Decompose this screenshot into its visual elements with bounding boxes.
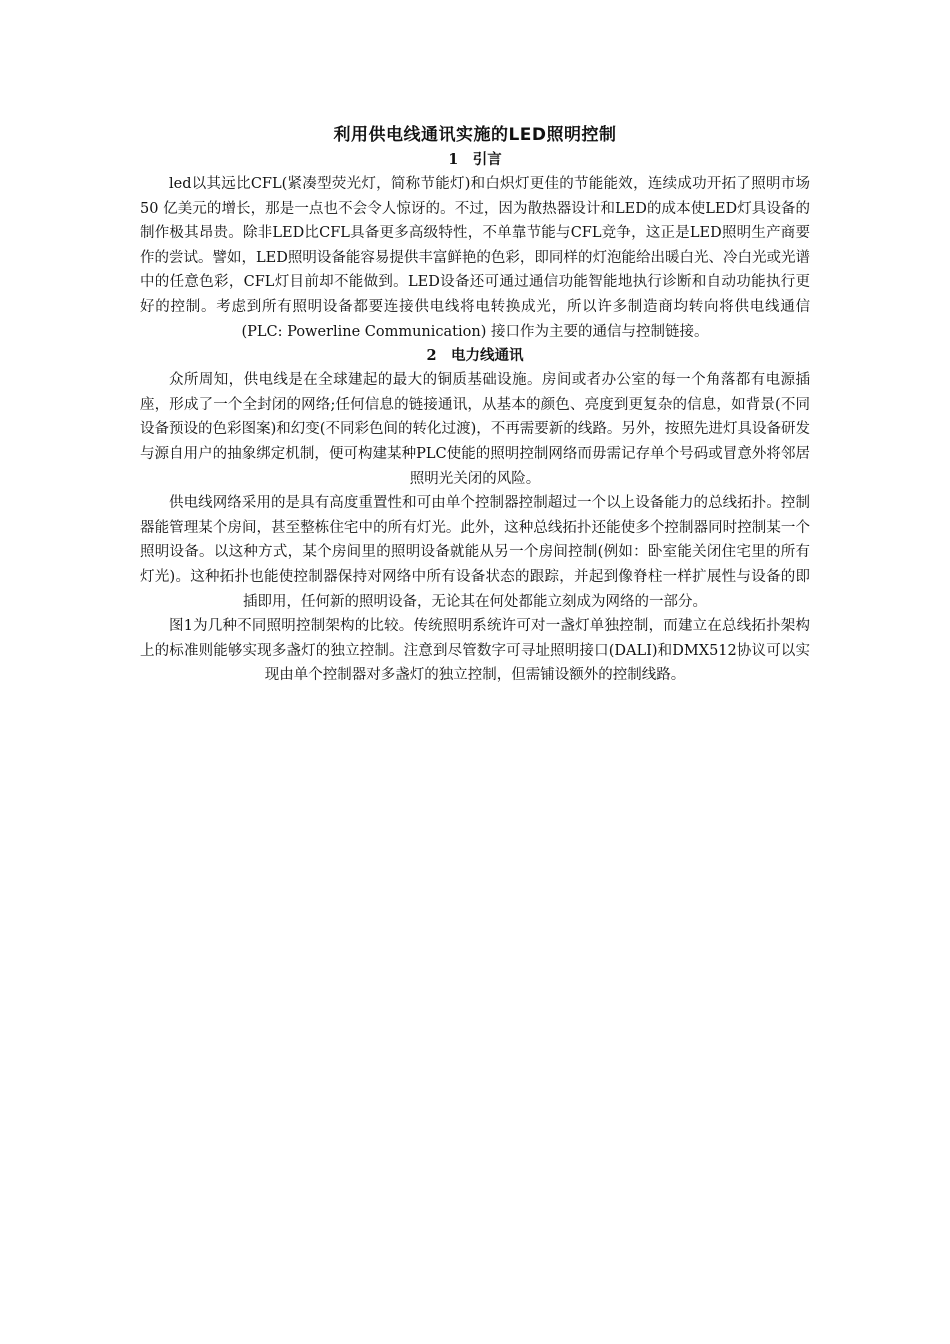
paragraph-introduction: led以其远比CFL(紧凑型荧光灯，简称节能灯)和白炽灯更佳的节能能效，连续成功开拓了照明市场 50 亿美元的增长，那是一点也不会令人惊讶的。不过，因为散热器设计和LED的成本使LED灯具设备的制作极其昂贵。除非LED比CFL具备更多高级特性，不单靠节能与CFL竞争，这正是LED照明生产商要作的尝试。譬如，LED照明设备能容易提供丰富鲜艳的色彩，即同样的灯泡能给出暖白光、冷白光或光谱中的任意色彩，CFL灯目前却不能做到。LED设备还可通过通信功能智能地执行诊断和自动功能执行更好的控制。考虑到所有照明设备都要连接供电线将电转换成光，所以许多制造商均转向将供电线通信 (PLC: Powerline Communication) 接口作为主要的通信与控制链接。 xyxy=(140,176,811,340)
paragraph-powerline-2: 供电线网络采用的是具有高度重置性和可由单个控制器控制超过一个以上设备能力的总线拓扑。控制器能管理某个房间，甚至整栋住宅中的所有灯光。此外，这种总线拓扑还能使多个控制器同时控制某一个照明设备。以这种方式，某个房间里的照明设备就能从另一个房间控制(例如：卧室能关闭住宅里的所有灯光)。这种拓扑也能使控制器保持对网络中所有设备状态的跟踪，并起到像脊柱一样扩展性与设备的即插即用，任何新的照明设备，无论其在何处都能立刻成为网络的一部分。 xyxy=(140,495,810,610)
paragraph-powerline-3: 图1为几种不同照明控制架构的比较。传统照明系统许可对一盏灯单独控制，而建立在总线拓扑架构上的标准则能够实现多盏灯的独立控制。注意到尽管数字可寻址照明接口(DALI)和DMX512协议可以实现由单个控制器对多盏灯的独立控制，但需铺设额外的控制线路。 xyxy=(140,618,810,684)
document-title: 利用供电线通讯实施的LED照明控制 xyxy=(333,125,617,145)
paragraph-powerline-1: 众所周知，供电线是在全球建起的最大的铜质基础设施。房间或者办公室的每一个角落都有电源插座，形成了一个全封闭的网络;任何信息的链接通讯，从基本的颜色、亮度到更复杂的信息，如背景(不同设备预设的色彩图案)和幻变(不同彩色间的转化过渡)，不再需要新的线路。另外，按照先进灯具设备研发与源自用户的抽象绑定机制，便可构建某种PLC使能的照明控制网络而毋需记存单个号码或冒意外将邻居照明光关闭的风险。 xyxy=(140,372,810,487)
section-heading-introduction: 1 引言 xyxy=(448,151,502,168)
section-heading-powerline: 2 电力线通讯 xyxy=(426,347,524,365)
document-page xyxy=(140,122,810,688)
